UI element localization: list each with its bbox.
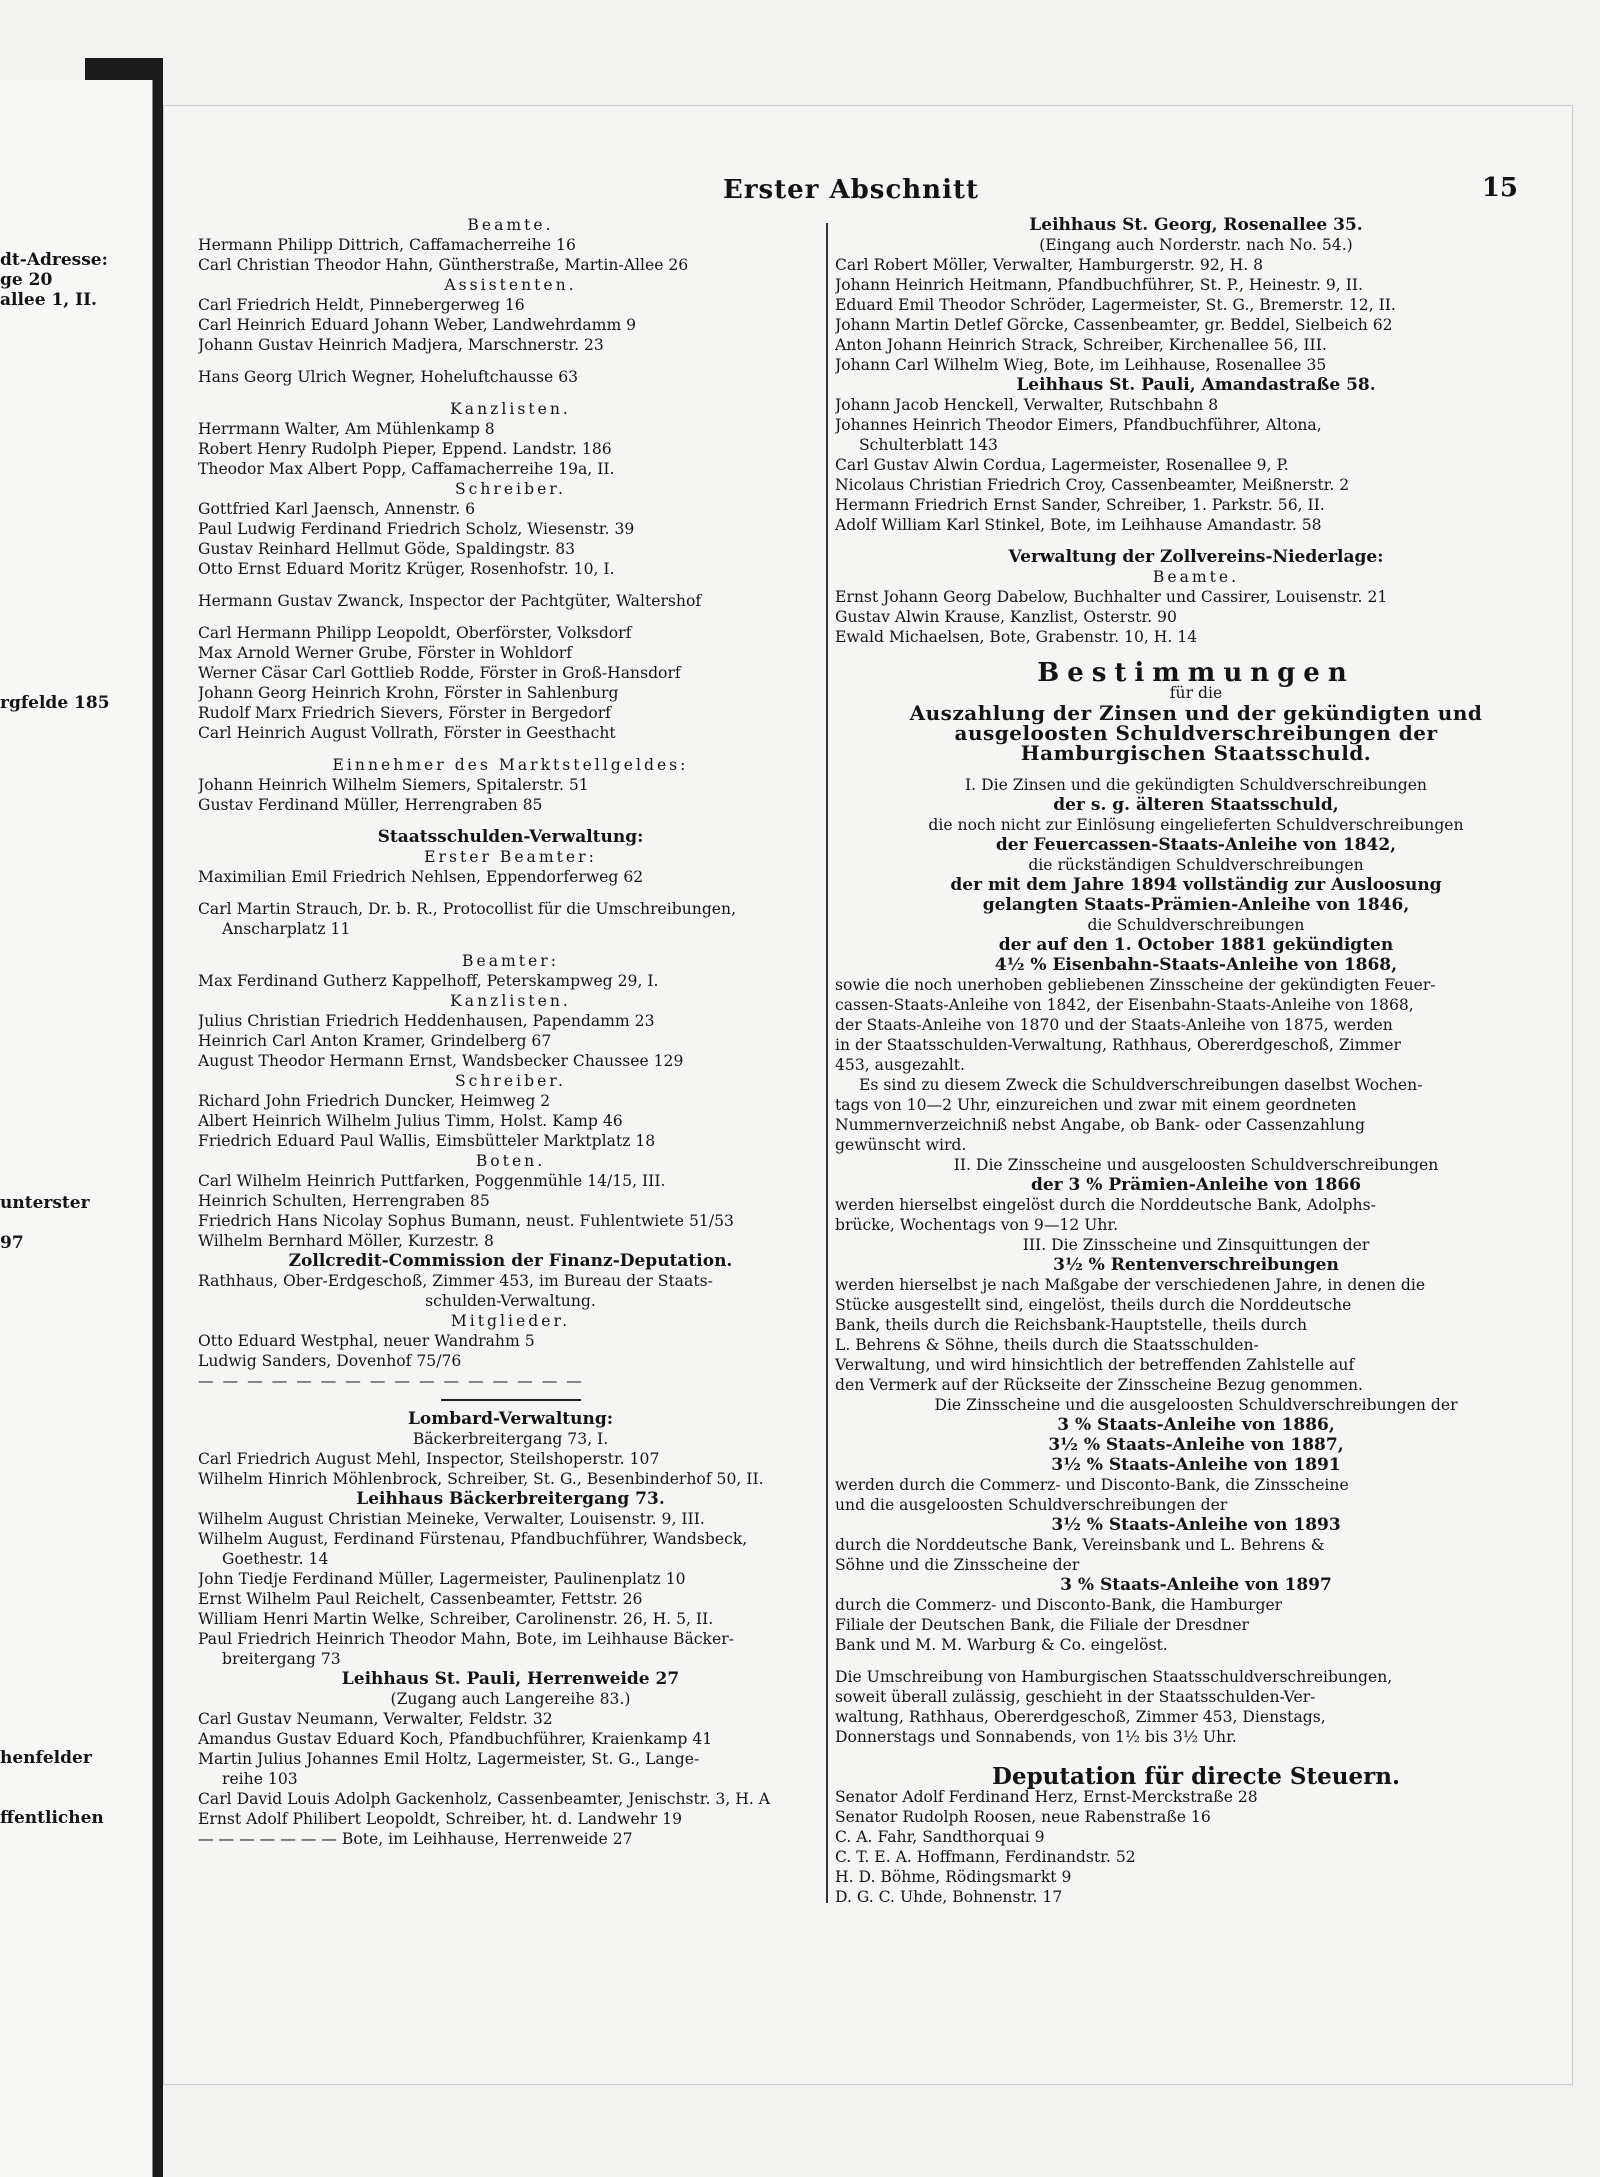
georg-list	[835, 255, 1557, 375]
sec1-b3b: gelangten Staats-Prämien-Anleihe von 1846,	[982, 895, 1410, 915]
list-item: Gustav Reinhard Hellmut Göde, Spaldingstr. 83	[198, 540, 576, 558]
list-item: sowie die noch unerhoben gebliebenen Zinsscheine der gekündigten Feuer-	[835, 976, 1436, 994]
list-item: in der Staatsschulden-Verwaltung, Rathhaus, Obererdgeschoß, Zimmer	[835, 1036, 1401, 1054]
list-item: Julius Christian Friedrich Heddenhausen, Papendamm 23	[198, 1012, 655, 1030]
sec3-b3: 3½ % Staats-Anleihe von 1893	[1051, 1515, 1341, 1535]
kanzlisten-list	[198, 419, 823, 479]
leihhaus-pauli-list	[198, 1709, 823, 1849]
list-item: Albert Heinrich Wilhelm Julius Timm, Holst. Kamp 46	[198, 1112, 623, 1130]
list-item: Bank, theils durch die Reichsbank-Hauptstelle, theils durch	[835, 1316, 1308, 1334]
sec3-para3	[835, 1535, 1557, 1575]
list-item: Gustav Alwin Krause, Kanzlist, Osterstr. 90	[835, 608, 1177, 626]
sec3-b4: 3 % Staats-Anleihe von 1897	[1060, 1575, 1332, 1595]
list-item: Johannes Heinrich Theodor Eimers, Pfandbuchführer, Altona,	[835, 416, 1322, 434]
kanzlisten2-heading: Kanzlisten.	[450, 992, 571, 1010]
list-item: William Henri Martin Welke, Schreiber, Carolinenstr. 26, H. 5, II.	[198, 1610, 714, 1628]
list-item: Senator Rudolph Roosen, neue Rabenstraße 16	[835, 1808, 1211, 1826]
list-item: Friedrich Eduard Paul Wallis, Eimsbütteler Marktplatz 18	[198, 1132, 656, 1150]
list-item: C. T. E. A. Hoffmann, Ferdinandstr. 52	[835, 1848, 1136, 1866]
zollverein-list	[835, 587, 1557, 647]
list-item: Ernst Wilhelm Paul Reichelt, Cassenbeamter, Fettstr. 26	[198, 1590, 643, 1608]
list-item: Carl Heinrich August Vollrath, Förster in Geesthacht	[198, 724, 616, 742]
foerster-list	[198, 623, 823, 743]
sec1-b4b: 4½ % Eisenbahn-Staats-Anleihe von 1868,	[994, 955, 1398, 975]
schreiber2-heading: Schreiber.	[454, 1072, 567, 1090]
zollcredit-heading: Zollcredit-Commission der Finanz-Deputation.	[288, 1251, 733, 1271]
sec1-l2: die noch nicht zur Einlösung eingelieferten Schuldverschreibungen	[928, 816, 1464, 834]
list-item: Rudolf Marx Friedrich Sievers, Förster in Bergedorf	[198, 704, 611, 722]
zollcredit-line2: schulden-Verwaltung.	[425, 1292, 596, 1310]
list-item: Filiale der Deutschen Bank, die Filiale der Dresdner	[835, 1616, 1250, 1634]
list-item: Carl Wilhelm Heinrich Puttfarken, Poggenmühle 14/15, III.	[198, 1172, 666, 1190]
list-item: Otto Eduard Westphal, neuer Wandrahm 5	[198, 1332, 535, 1350]
list-item: Goethestr. 14	[222, 1550, 329, 1568]
list-item: Carl Gustav Neumann, Verwalter, Feldstr. 32	[198, 1710, 553, 1728]
list-item: werden hierselbst eingelöst durch die Norddeutsche Bank, Adolphs-	[835, 1196, 1376, 1214]
wegner-line: Hans Georg Ulrich Wegner, Hoheluftchausse 63	[198, 368, 579, 386]
list-item: Heinrich Carl Anton Kramer, Grindelberg 67	[198, 1032, 552, 1050]
list-item: Söhne und die Zinsscheine der	[835, 1556, 1080, 1574]
page-number: 15	[1481, 173, 1518, 203]
assistenten-list	[198, 295, 823, 355]
lombard-heading: Lombard-Verwaltung:	[407, 1409, 614, 1429]
list-item: der Staats-Anleihe von 1870 und der Staats-Anleihe von 1875, werden	[835, 1016, 1393, 1034]
list-item: Wilhelm August, Ferdinand Fürstenau, Pfandbuchführer, Wandsbeck,	[198, 1530, 748, 1548]
left-page-fragment: allee 1, II.	[0, 290, 97, 310]
list-item: 3½ % Staats-Anleihe von 1887,	[1048, 1435, 1344, 1455]
beamte-heading: Beamte.	[467, 216, 554, 234]
list-item: Gustav Ferdinand Müller, Herrengraben 85	[198, 796, 543, 814]
bestimmungen-sub3: Hamburgischen Staatsschuld.	[1020, 741, 1372, 765]
einnehmer-heading: Einnehmer des Marktstellgeldes:	[332, 756, 689, 774]
document-page	[163, 105, 1573, 2085]
list-item: Nummernverzeichniß nebst Angabe, ob Bank- oder Cassenzahlung	[835, 1116, 1365, 1134]
bestimmungen-sub1: Auszahlung der Zinsen und der gekündigten und	[909, 701, 1483, 725]
list-item: Nicolaus Christian Friedrich Croy, Cassenbeamter, Meißnerstr. 2	[835, 476, 1350, 494]
leihhaus-pauli-heading: Leihhaus St. Pauli, Herrenweide 27	[341, 1669, 680, 1689]
list-item: Theodor Max Albert Popp, Caffamacherreihe 19a, II.	[198, 460, 615, 478]
sec2-l1: II. Die Zinsscheine und ausgeloosten Schuldverschreibungen	[953, 1156, 1439, 1174]
leihhaus-baecker-list	[198, 1509, 823, 1669]
erster-beamter-line: Maximilian Emil Friedrich Nehlsen, Eppendorferweg 62	[198, 868, 644, 886]
sec1-para2	[835, 1075, 1557, 1155]
lombard-address: Bäckerbreitergang 73, I.	[412, 1430, 609, 1448]
list-item: cassen-Staats-Anleihe von 1842, der Eisenbahn-Staats-Anleihe von 1868,	[835, 996, 1414, 1014]
beamte-list	[198, 235, 823, 275]
list-item: Hermann Philipp Dittrich, Caffamacherreihe 16	[198, 236, 576, 254]
kanzlisten-heading: Kanzlisten.	[450, 400, 571, 418]
staatsschulden-heading: Staatsschulden-Verwaltung:	[377, 827, 644, 847]
list-item: Paul Ludwig Ferdinand Friedrich Scholz, Wiesenstr. 39	[198, 520, 635, 538]
sec1-l4: die Schuldverschreibungen	[1087, 916, 1305, 934]
list-item: Johann Carl Wilhelm Wieg, Bote, im Leihhause, Rosenallee 35	[835, 356, 1327, 374]
list-item: brücke, Wochentags von 9—12 Uhr.	[835, 1216, 1119, 1234]
list-item: Ernst Johann Georg Dabelow, Buchhalter und Cassirer, Louisenstr. 21	[835, 588, 1388, 606]
list-item: Gottfried Karl Jaensch, Annenstr. 6	[198, 500, 476, 518]
leihhaus-pauli-sub: (Zugang auch Langereihe 83.)	[390, 1690, 631, 1708]
sec1-b2: der Feuercassen-Staats-Anleihe von 1842,	[995, 835, 1397, 855]
deputation-list	[835, 1787, 1557, 1907]
list-item: Adolf William Karl Stinkel, Bote, im Leihhause Amandastr. 58	[835, 516, 1322, 534]
list-item: Carl Christian Theodor Hahn, Güntherstraße, Martin-Allee 26	[198, 256, 689, 274]
sec1-b1: der s. g. älteren Staatsschuld,	[1053, 795, 1339, 815]
list-item: durch die Norddeutsche Bank, Vereinsbank und L. Behrens &	[835, 1536, 1325, 1554]
list-item: Heinrich Schulten, Herrengraben 85	[198, 1192, 490, 1210]
list-item: Paul Friedrich Heinrich Theodor Mahn, Bote, im Leihhause Bäcker-	[198, 1630, 734, 1648]
list-item: D. G. C. Uhde, Bohnenstr. 17	[835, 1888, 1063, 1906]
left-page-fragment: henfelder	[0, 1748, 92, 1768]
right-column	[835, 215, 1557, 1907]
sec3-para4	[835, 1595, 1557, 1655]
pauli2-heading: Leihhaus St. Pauli, Amandastraße 58.	[1016, 375, 1376, 395]
sec3-b1: 3½ % Rentenverschreibungen	[1053, 1255, 1339, 1275]
list-item: Wilhelm August Christian Meineke, Verwalter, Louisenstr. 9, III.	[198, 1510, 705, 1528]
georg-heading: Leihhaus St. Georg, Rosenallee 35.	[1029, 215, 1363, 235]
list-item: Friedrich Hans Nicolay Sophus Bumann, neust. Fuhlentwiete 51/53	[198, 1212, 734, 1230]
strauch-cont: Anscharplatz 11	[222, 920, 351, 938]
list-item: Eduard Emil Theodor Schröder, Lagermeister, St. G., Bremerstr. 12, II.	[835, 296, 1396, 314]
lombard-list	[198, 1449, 823, 1489]
list-item: Wilhelm Hinrich Möhlenbrock, Schreiber, St. G., Besenbinderhof 50, II.	[198, 1470, 764, 1488]
sec3-para2	[835, 1475, 1557, 1515]
section-title: Erster Abschnitt	[723, 175, 979, 205]
strauch-line: Carl Martin Strauch, Dr. b. R., Protocollist für die Umschreibungen,	[198, 900, 737, 918]
list-item: Otto Ernst Eduard Moritz Krüger, Rosenhofstr. 10, I.	[198, 560, 615, 578]
list-item: durch die Commerz- und Disconto-Bank, die Hamburger	[835, 1596, 1283, 1614]
list-item: Die Umschreibung von Hamburgischen Staatsschuldverschreibungen,	[835, 1668, 1393, 1686]
list-item: Carl Gustav Alwin Cordua, Lagermeister, Rosenallee 9, P.	[835, 456, 1289, 474]
boten-heading: Boten.	[475, 1152, 546, 1170]
left-page-fragment: ge 20	[0, 270, 53, 290]
schreiber-list	[198, 499, 823, 579]
list-item: 453, ausgezahlt.	[835, 1056, 965, 1074]
list-item: C. A. Fahr, Sandthorquai 9	[835, 1828, 1045, 1846]
list-item: waltung, Rathhaus, Obererdgeschoß, Zimmer 453, Dienstags,	[835, 1708, 1326, 1726]
list-item: 3½ % Staats-Anleihe von 1891	[1051, 1455, 1341, 1475]
list-item: Hermann Friedrich Ernst Sander, Schreiber, 1. Parkstr. 56, II.	[835, 496, 1325, 514]
page-header	[163, 171, 1573, 211]
list-item: Carl Friedrich Heldt, Pinnebergerweg 16	[198, 296, 525, 314]
section-rule	[441, 1399, 581, 1401]
sec3-b2-list	[835, 1415, 1557, 1475]
list-item: Wilhelm Bernhard Möller, Kurzestr. 8	[198, 1232, 494, 1250]
zollverein-heading: Verwaltung der Zollvereins-Niederlage:	[1008, 547, 1384, 567]
list-item: Carl David Louis Adolph Gackenholz, Cassenbeamter, Jenischstr. 3, H. A	[198, 1790, 771, 1808]
list-item: Max Arnold Werner Grube, Förster in Wohldorf	[198, 644, 572, 662]
list-item: Johann Martin Detlef Görcke, Cassenbeamter, gr. Beddel, Sielbeich 62	[835, 316, 1393, 334]
list-item: Bank und M. M. Warburg & Co. eingelöst.	[835, 1636, 1168, 1654]
list-item: Carl Heinrich Eduard Johann Weber, Landwehrdamm 9	[198, 316, 637, 334]
sec3-l2: Die Zinsscheine und die ausgeloosten Schuldverschreibungen der	[934, 1396, 1458, 1414]
beamter-heading: Beamter:	[462, 952, 559, 970]
sec3-l1: III. Die Zinsscheine und Zinsquittungen der	[1022, 1236, 1370, 1254]
list-item: reihe 103	[222, 1770, 298, 1788]
list-item: Ernst Adolf Philibert Leopoldt, Schreiber, ht. d. Landwehr 19	[198, 1810, 682, 1828]
erster-beamter-heading: Erster Beamter:	[424, 848, 597, 866]
left-page-fragment: unterster	[0, 1193, 90, 1213]
boten-list	[198, 1171, 823, 1251]
left-page-edge	[0, 80, 153, 2177]
list-item: und die ausgeloosten Schuldverschreibungen der	[835, 1496, 1228, 1514]
left-page-fragment: dt-Adresse:	[0, 250, 108, 270]
dash-separator: — — — — — — — — — — — — — — — —	[198, 1372, 584, 1390]
list-item: Verwaltung, und wird hinsichtlich der betreffenden Zahlstelle auf	[835, 1356, 1355, 1374]
list-item: H. D. Böhme, Rödingsmarkt 9	[835, 1868, 1072, 1886]
list-item: Johann Gustav Heinrich Madjera, Marschnerstr. 23	[198, 336, 604, 354]
list-item: Stücke ausgestellt sind, eingelöst, theils durch die Norddeutsche	[835, 1296, 1352, 1314]
list-item: L. Behrens & Söhne, theils durch die Staatsschulden-	[835, 1336, 1259, 1354]
list-item: Senator Adolf Ferdinand Herz, Ernst-Merckstraße 28	[835, 1788, 1258, 1806]
left-page-fragment: ffentlichen	[0, 1808, 104, 1828]
list-item: 3 % Staats-Anleihe von 1886,	[1057, 1415, 1335, 1435]
list-item: Ludwig Sanders, Dovenhof 75/76	[198, 1352, 462, 1370]
zwanck-line: Hermann Gustav Zwanck, Inspector der Pachtgüter, Waltershof	[198, 592, 702, 610]
list-item: werden durch die Commerz- und Disconto-Bank, die Zinsscheine	[835, 1476, 1349, 1494]
schreiber2-list	[198, 1091, 823, 1151]
list-item: Carl Hermann Philipp Leopoldt, Oberförster, Volksdorf	[198, 624, 632, 642]
list-item: Johann Heinrich Heitmann, Pfandbuchführer, St. P., Heinestr. 9, II.	[835, 276, 1363, 294]
list-item: Richard John Friedrich Duncker, Heimweg 2	[198, 1092, 551, 1110]
list-item: tags von 10—2 Uhr, einzureichen und zwar mit einem geordneten	[835, 1096, 1357, 1114]
schreiber-heading: Schreiber.	[454, 480, 567, 498]
list-item: Johann Heinrich Wilhelm Siemers, Spitalerstr. 51	[198, 776, 589, 794]
kanzlisten2-list	[198, 1011, 823, 1071]
sec1-b3: der mit dem Jahre 1894 vollständig zur Ausloosung	[950, 875, 1442, 895]
umschreibung-para	[835, 1667, 1557, 1747]
list-item: soweit überall zulässig, geschieht in der Staatsschulden-Ver-	[835, 1688, 1316, 1706]
mitglieder-list	[198, 1331, 823, 1371]
list-item: werden hierselbst je nach Maßgabe der verschiedenen Jahre, in denen die	[835, 1276, 1426, 1294]
beamter-line: Max Ferdinand Gutherz Kappelhoff, Peterskampweg 29, I.	[198, 972, 659, 990]
sec1-b4: der auf den 1. October 1881 gekündigten	[998, 935, 1394, 955]
list-item: Werner Cäsar Carl Gottlieb Rodde, Förster in Groß-Hansdorf	[198, 664, 681, 682]
list-item: Schulterblatt 143	[859, 436, 998, 454]
list-item: Herrmann Walter, Am Mühlenkamp 8	[198, 420, 495, 438]
einnehmer-list	[198, 775, 823, 815]
list-item: Carl Friedrich August Mehl, Inspector, Steilshoperstr. 107	[198, 1450, 660, 1468]
assistenten-heading: Assistenten.	[444, 276, 577, 294]
list-item: Johann Georg Heinrich Krohn, Förster in Sahlenburg	[198, 684, 619, 702]
list-item: — — — — — — — Bote, im Leihhause, Herrenweide 27	[198, 1830, 633, 1848]
pauli2-list	[835, 395, 1557, 535]
list-item: Donnerstags und Sonnabends, von 1½ bis 3½ Uhr.	[835, 1728, 1237, 1746]
list-item: breitergang 73	[222, 1650, 341, 1668]
sec1-para	[835, 975, 1557, 1075]
sec2-b1: der 3 % Prämien-Anleihe von 1866	[1030, 1175, 1361, 1195]
leihhaus-baecker-heading: Leihhaus Bäckerbreitergang 73.	[356, 1489, 665, 1509]
list-item: Carl Robert Möller, Verwalter, Hamburgerstr. 92, H. 8	[835, 256, 1264, 274]
deputation-heading: Deputation für directe Steuern.	[992, 1763, 1400, 1790]
fuer-die: für die	[1169, 684, 1223, 702]
left-page-fragment: rgfelde 185	[0, 693, 110, 713]
list-item: Amandus Gustav Eduard Koch, Pfandbuchführer, Kraienkamp 41	[198, 1730, 713, 1748]
list-item: Ewald Michaelsen, Bote, Grabenstr. 10, H. 14	[835, 628, 1198, 646]
list-item: Es sind zu diesem Zweck die Schuldverschreibungen daselbst Wochen-	[859, 1076, 1423, 1094]
sec1-l1: I. Die Zinsen und die gekündigten Schuldverschreibungen	[965, 776, 1427, 794]
left-column	[198, 215, 823, 1849]
mitglieder-heading: Mitglieder.	[450, 1312, 571, 1330]
sec3-para	[835, 1275, 1557, 1395]
bestimmungen-sub2: ausgeloosten Schuldverschreibungen der	[954, 721, 1438, 745]
georg-sub: (Eingang auch Norderstr. nach No. 54.)	[1039, 236, 1353, 254]
list-item: John Tiedje Ferdinand Müller, Lagermeister, Paulinenplatz 10	[198, 1570, 686, 1588]
zollverein-beamte-heading: Beamte.	[1152, 568, 1240, 586]
list-item: August Theodor Hermann Ernst, Wandsbecker Chaussee 129	[198, 1052, 684, 1070]
list-item: den Vermerk auf der Rückseite der Zinsscheine Bezug genommen.	[835, 1376, 1363, 1394]
zollcredit-line1: Rathhaus, Ober-Erdgeschoß, Zimmer 453, im Bureau der Staats-	[198, 1272, 713, 1290]
list-item: Robert Henry Rudolph Pieper, Eppend. Landstr. 186	[198, 440, 612, 458]
bestimmungen-title: Bestimmungen	[1037, 658, 1355, 688]
column-divider	[826, 223, 828, 1903]
left-page-fragment: 97	[0, 1233, 24, 1253]
list-item: Anton Johann Heinrich Strack, Schreiber, Kirchenallee 56, III.	[835, 336, 1327, 354]
list-item: gewünscht wird.	[835, 1136, 967, 1154]
sec2-para	[835, 1195, 1557, 1235]
sec1-l3: die rückständigen Schuldverschreibungen	[1028, 856, 1364, 874]
list-item: Martin Julius Johannes Emil Holtz, Lagermeister, St. G., Lange-	[198, 1750, 700, 1768]
list-item: Johann Jacob Henckell, Verwalter, Rutschbahn 8	[835, 396, 1219, 414]
